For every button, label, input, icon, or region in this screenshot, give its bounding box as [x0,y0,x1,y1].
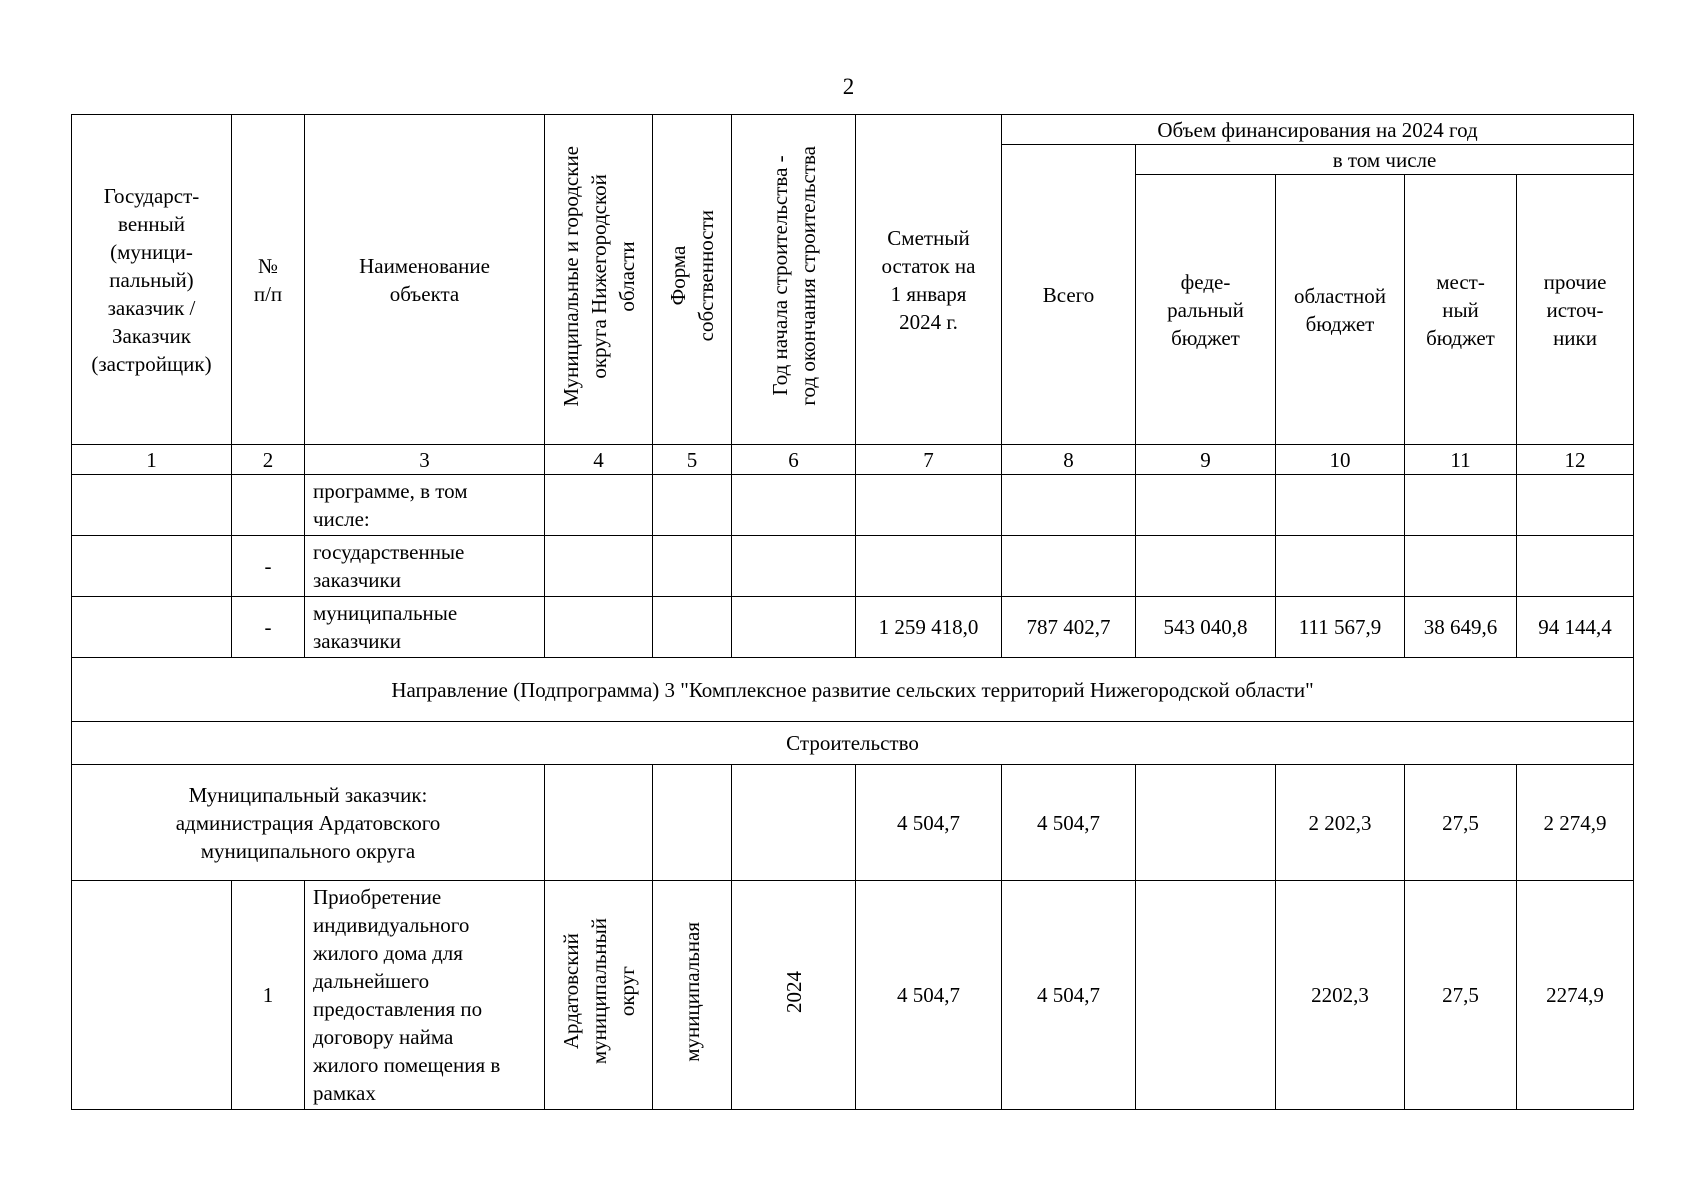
municipal-regional: 111 567,9 [1276,597,1405,658]
table-row [72,881,1634,1110]
construction-heading: Строительство [72,722,1634,765]
object-name: Приобретение индивидуального жилого дома для дальнейшего предоставления по договору найма жилого помещения в рамках [305,881,545,1110]
object-federal [1136,881,1276,1110]
column-number: 12 [1517,445,1634,475]
direction-heading: Направление (Подпрограмма) 3 "Комплексное развитие сельских территорий Нижегородской области" [72,658,1634,722]
object-district: Ардатовский муниципальный округ [545,881,653,1110]
customer-federal [1136,765,1276,881]
object-other: 2274,9 [1517,881,1634,1110]
municipal-federal: 543 040,8 [1136,597,1276,658]
header-district: Муниципальные и городские округа Нижегородской области [545,115,653,445]
header-federal: феде- ральный бюджет [1136,175,1276,445]
state-row-name: государственные заказчики [305,536,545,597]
header-remainder: Сметный остаток на 1 января 2024 г. [856,115,1002,445]
column-number: 7 [856,445,1002,475]
column-number: 8 [1002,445,1136,475]
column-number: 10 [1276,445,1405,475]
customer-remainder: 4 504,7 [856,765,1002,881]
header-number: № п/п [232,115,305,445]
table-row [72,765,1634,881]
header-years: Год начала строительства - год окончания строительства [732,115,856,445]
column-number-row [72,445,1634,475]
object-regional: 2202,3 [1276,881,1405,1110]
municipal-remainder: 1 259 418,0 [856,597,1002,658]
object-total: 4 504,7 [1002,881,1136,1110]
table-row [72,722,1634,765]
customer-total: 4 504,7 [1002,765,1136,881]
column-number: 5 [653,445,732,475]
table-row [72,658,1634,722]
header-object-name: Наименование объекта [305,115,545,445]
object-local: 27,5 [1405,881,1517,1110]
customer-name: Муниципальный заказчик: администрация Ардатовского муниципального округа [72,765,545,881]
column-number: 9 [1136,445,1276,475]
object-number: 1 [232,881,305,1110]
header-including: в том числе [1136,145,1634,175]
customer-local: 27,5 [1405,765,1517,881]
municipal-total: 787 402,7 [1002,597,1136,658]
table-row [72,536,1634,597]
header-financing: Объем финансирования на 2024 год [1002,115,1634,145]
header-regional: областной бюджет [1276,175,1405,445]
municipal-row-number: - [232,597,305,658]
column-number: 6 [732,445,856,475]
municipal-other: 94 144,4 [1517,597,1634,658]
column-number: 4 [545,445,653,475]
customer-regional: 2 202,3 [1276,765,1405,881]
header-local: мест- ный бюджет [1405,175,1517,445]
column-number: 1 [72,445,232,475]
header-total: Всего [1002,145,1136,445]
column-number: 3 [305,445,545,475]
page-number: 2 [842,74,855,99]
header-other: прочие источ- ники [1517,175,1634,445]
state-row-number: - [232,536,305,597]
header-customer: Государст- венный (муници- пальный) заказчик / Заказчик (застройщик) [72,115,232,445]
program-row-name: программе, в том числе: [305,475,545,536]
financing-table [71,114,1634,1110]
object-years: 2024 [732,881,856,1110]
table-row [72,475,1634,536]
table-row [72,597,1634,658]
header-ownership: Форма собственности [653,115,732,445]
object-ownership: муниципальная [653,881,732,1110]
municipal-row-name: муниципальные заказчики [305,597,545,658]
municipal-local: 38 649,6 [1405,597,1517,658]
column-number: 2 [232,445,305,475]
object-remainder: 4 504,7 [856,881,1002,1110]
column-number: 11 [1405,445,1517,475]
customer-other: 2 274,9 [1517,765,1634,881]
